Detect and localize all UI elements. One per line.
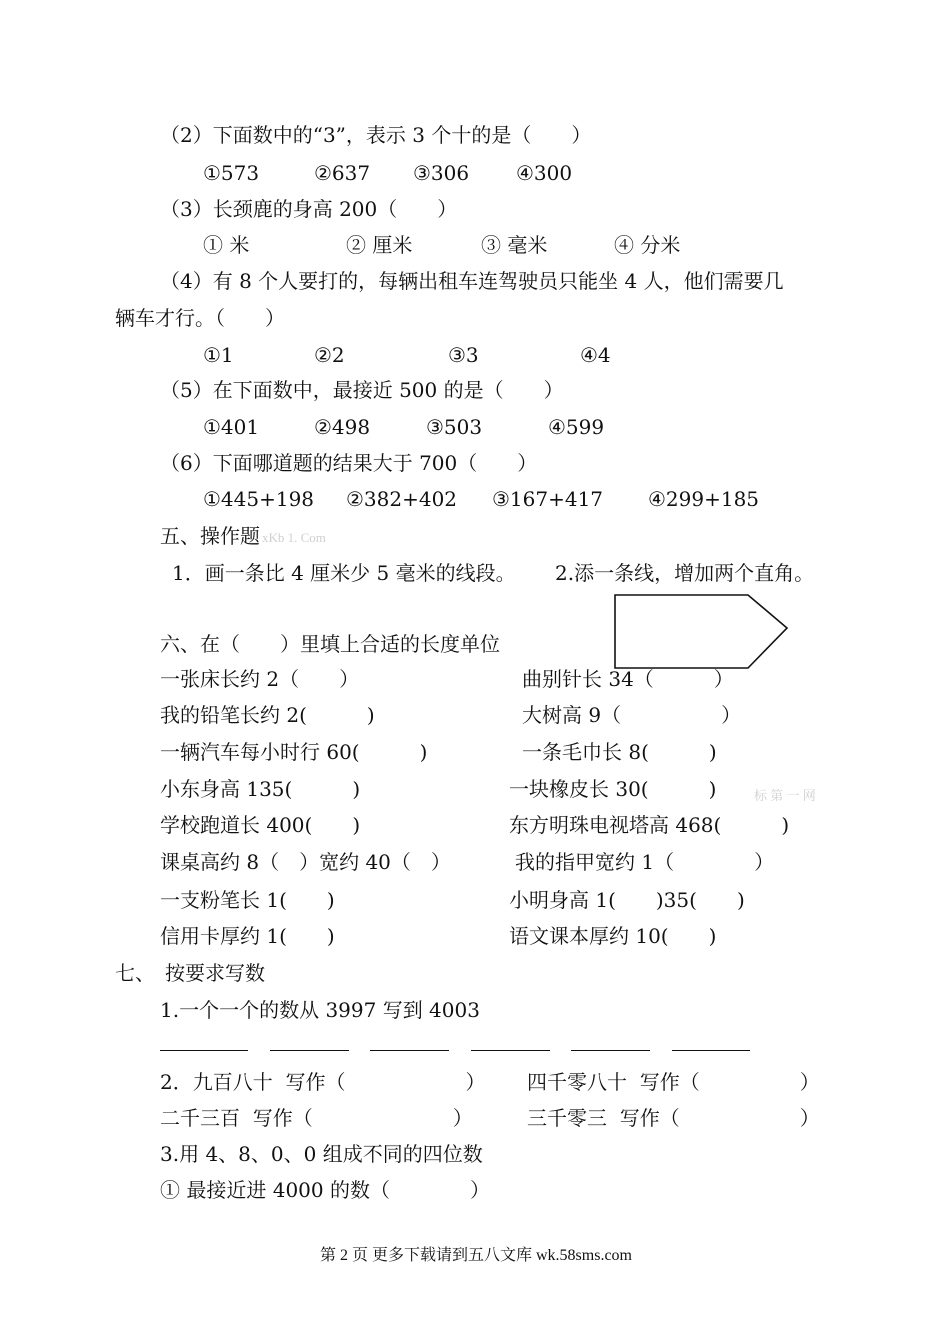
s6-row8-left: 信用卡厚约 1( ) [160, 924, 335, 948]
q2-stem: （2）下面数中的“3”，表示 3 个十的是（ ） [160, 123, 592, 147]
q5-option-4: ④599 [548, 415, 605, 439]
answer-blank[interactable] [160, 1050, 248, 1051]
section7-q2-b: 四千零八十 写作（ ） [527, 1070, 820, 1094]
answer-blank[interactable] [571, 1050, 650, 1051]
s6-row5-left: 学校跑道长 400( ) [160, 813, 361, 837]
section5-title: 五、操作题 [160, 524, 260, 548]
q6-option-3: ③167+417 [492, 487, 604, 511]
q2-option-2: ②637 [314, 161, 371, 185]
q6-option-2: ②382+402 [346, 487, 458, 511]
answer-blank[interactable] [370, 1050, 449, 1051]
q5-stem: （5）在下面数中，最接近 500 的是（ ） [160, 378, 564, 402]
q4-option-4: ④4 [580, 343, 611, 367]
watermark-text: xKb 1. Com [262, 530, 326, 545]
s6-row5-right: 东方明珠电视塔高 468( ) [509, 813, 790, 837]
s6-row8-right: 语文课本厚约 10( ) [509, 924, 717, 948]
section5-q2: 2.添一条线，增加两个直角。 [555, 561, 815, 585]
q3-option-2: ② 厘米 [346, 233, 413, 257]
q3-stem: （3）长颈鹿的身高 200（ ） [160, 197, 458, 221]
q6-stem: （6）下面哪道题的结果大于 700（ ） [160, 451, 538, 475]
s6-row6-right: 我的指甲宽约 1（ ） [515, 850, 775, 874]
q3-option-1: ① 米 [203, 233, 250, 257]
section5-q1: 1．画一条比 4 厘米少 5 毫米的线段。 [172, 561, 516, 585]
section7-q2-c: 二千三百 写作（ ） [160, 1106, 473, 1130]
q2-option-1: ①573 [203, 161, 260, 185]
section6-title: 六、在（ ）里填上合适的长度单位 [160, 632, 500, 656]
q4-option-1: ①1 [203, 343, 234, 367]
q5-option-1: ①401 [203, 415, 260, 439]
q6-option-1: ①445+198 [203, 487, 315, 511]
section7-q3: 3.用 4、8、0、0 组成不同的四位数 [160, 1142, 483, 1166]
q2-option-4: ④300 [516, 161, 573, 185]
q4-stem-line1: （4）有 8 个人要打的，每辆出租车连驾驶员只能坐 4 人，他们需要几 [160, 269, 784, 293]
q4-stem-line2: 辆车才行。（ ） [115, 306, 285, 330]
s6-row6-left: 课桌高约 8（ ）宽约 40（ ） [160, 850, 451, 874]
q2-option-3: ③306 [413, 161, 470, 185]
q4-option-3: ③3 [448, 343, 479, 367]
s6-row4-right: 一块橡皮长 30( ) [509, 777, 717, 801]
s6-row4-left: 小东身高 135( ) [160, 777, 361, 801]
section7-q2-a: 2．九百八十 写作（ ） [160, 1070, 486, 1094]
answer-blank[interactable] [672, 1050, 750, 1051]
q5-option-2: ②498 [314, 415, 371, 439]
s6-row1-left: 一张床长约 2（ ） [160, 667, 360, 691]
s6-row7-right: 小明身高 1( )35( ) [509, 888, 745, 912]
q6-option-4: ④299+185 [648, 487, 760, 511]
q4-option-2: ②2 [314, 343, 345, 367]
q3-option-3: ③ 毫米 [481, 233, 548, 257]
s6-row1-right: 曲别针长 34（ ） [522, 667, 734, 691]
s6-row3-left: 一辆汽车每小时行 60( ) [160, 740, 428, 764]
s6-row7-left: 一支粉笔长 1( ) [160, 888, 335, 912]
q3-option-4: ④ 分米 [614, 233, 681, 257]
s6-row2-right: 大树高 9（ ） [522, 703, 742, 727]
watermark-text: 标 第 一 网 [754, 788, 816, 803]
answer-blank[interactable] [270, 1050, 349, 1051]
answer-blank[interactable] [471, 1050, 550, 1051]
page-footer: 第 2 页 更多下载请到五八文库 wk.58sms.com [320, 1247, 633, 1264]
section7-q2-d: 三千零三 写作（ ） [527, 1106, 820, 1130]
s6-row2-left: 我的铅笔长约 2( ) [160, 703, 375, 727]
section7-title: 七、 按要求写数 [115, 961, 265, 985]
s6-row3-right: 一条毛巾长 8( ) [522, 740, 717, 764]
pentagon-shape [612, 592, 792, 672]
section7-q1: 1.一个一个的数从 3997 写到 4003 [160, 998, 480, 1022]
section7-q3-1: ① 最接近进 4000 的数（ ） [160, 1178, 490, 1202]
q5-option-3: ③503 [426, 415, 483, 439]
